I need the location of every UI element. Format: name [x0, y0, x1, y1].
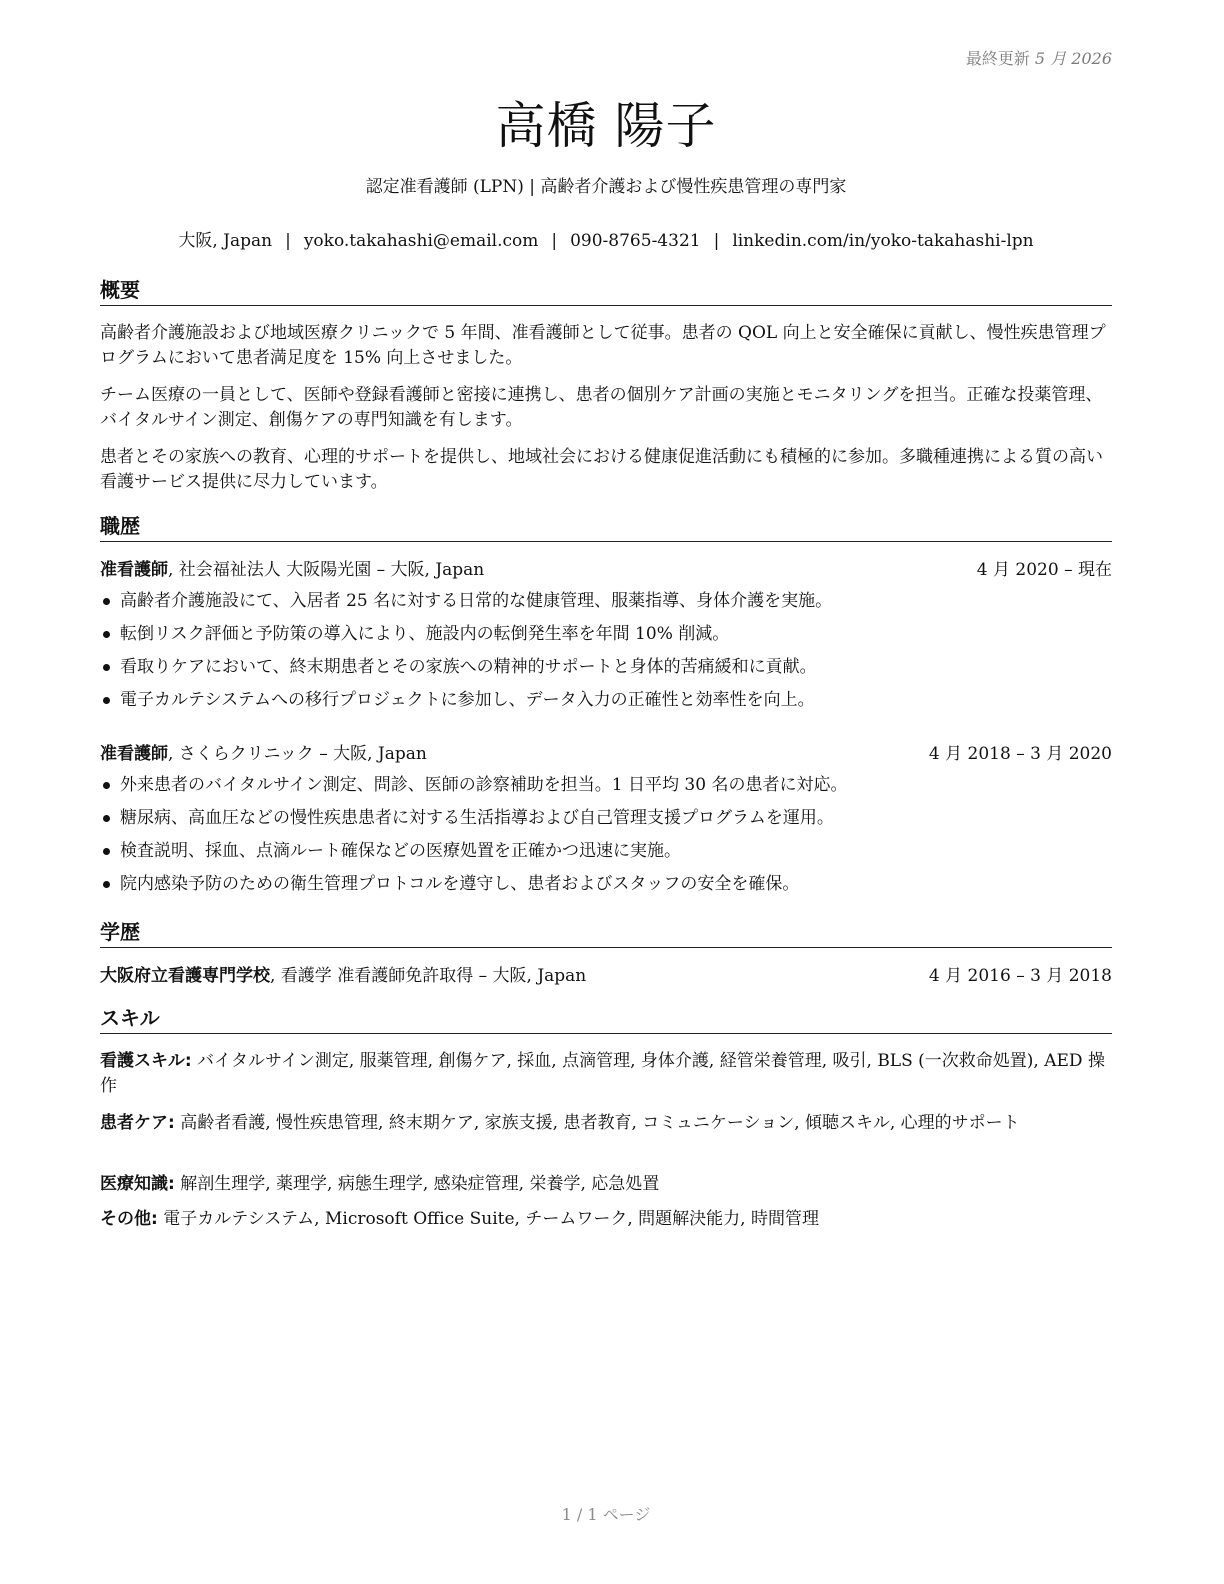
job-dates: 4 月 2018 – 3 月 2020 — [928, 744, 1112, 764]
list-item — [100, 688, 1112, 721]
last-updated-date: 5 月 2026 — [1034, 49, 1112, 68]
list-item-text: 転倒リスク評価と予防策の導入により、施設内の転倒発生率を年間 10% 削減。 — [120, 624, 730, 644]
page-indicator: 1 / 1 ページ — [561, 1505, 651, 1524]
job-header — [100, 558, 1112, 583]
education-entry — [100, 964, 1112, 989]
contact-location: 大阪, Japan — [178, 231, 273, 251]
skill-group-label: 看護スキル: — [100, 1051, 192, 1071]
list-item — [100, 839, 1112, 872]
job-role: 准看護師 — [100, 744, 168, 764]
skill-group-label: その他: — [100, 1209, 158, 1229]
resume-page — [100, 0, 1112, 1584]
list-item-text: 高齢者介護施設にて、入居者 25 名に対する日常的な健康管理、服薬指導、身体介護を実施。 — [120, 591, 833, 611]
list-item — [100, 655, 1112, 688]
list-item — [100, 622, 1112, 655]
job-role: 准看護師 — [100, 560, 168, 580]
education-detail: , 看護学 准看護師免許取得 – 大阪, Japan — [270, 966, 587, 986]
section-title-summary: 概要 — [100, 278, 1112, 306]
list-item — [100, 773, 1112, 806]
list-item — [100, 589, 1112, 622]
summary-paragraph: 高齢者介護施設および地域医療クリニックで 5 年間、准看護師として従事。患者の QOL 向上と安全確保に貢献し、慢性疾患管理プログラムにおいて患者満足度を 15% 向上させました。 — [100, 323, 1106, 368]
bullet-icon — [103, 848, 110, 855]
contact-linkedin[interactable]: linkedin.com/in/yoko-takahashi-lpn — [732, 231, 1034, 251]
contact-line — [100, 226, 1112, 251]
bullet-icon — [103, 631, 110, 638]
skill-group-items: 解剖生理学, 薬理学, 病態生理学, 感染症管理, 栄養学, 応急処置 — [180, 1174, 660, 1194]
contact-email[interactable]: yoko.takahashi@email.com — [303, 231, 539, 251]
skill-group-items: 高齢者看護, 慢性疾患管理, 終末期ケア, 家族支援, 患者教育, コミュニケーション, 傾聴スキル, 心理的サポート — [180, 1113, 1020, 1133]
skill-group-items: バイタルサイン測定, 服薬管理, 創傷ケア, 採血, 点滴管理, 身体介護, 経管栄養管理, 吸引, BLS (一次救命処置), AED 操作 — [100, 1051, 1105, 1096]
list-item-text: 電子カルテシステムへの移行プロジェクトに参加し、データ入力の正確性と効率性を向上。 — [120, 690, 815, 710]
summary-paragraph: 患者とその家族への教育、心理的サポートを提供し、地域社会における健康促進活動にも積極的に参加。多職種連携による質の高い看護サービス提供に尽力しています。 — [100, 447, 1103, 492]
candidate-name: 高橋 陽子 — [495, 97, 717, 155]
section-title-experience: 職歴 — [100, 514, 1112, 542]
bullet-icon — [103, 782, 110, 789]
job-bullet-list — [100, 589, 1112, 721]
skill-group-items: 電子カルテシステム, Microsoft Office Suite, チームワーク, 問題解決能力, 時間管理 — [163, 1209, 819, 1229]
candidate-headline: 認定准看護師 (LPN) | 高齢者介護および慢性疾患管理の専門家 — [365, 177, 847, 197]
skill-group-label: 患者ケア: — [100, 1113, 175, 1133]
section-title-education: 学歴 — [100, 920, 1112, 948]
list-item-text: 糖尿病、高血圧などの慢性疾患患者に対する生活指導および自己管理支援プログラムを運用。 — [120, 808, 834, 828]
list-item-text: 検査説明、採血、点滴ルート確保などの医療処置を正確かつ迅速に実施。 — [120, 841, 681, 861]
list-item-text: 院内感染予防のための衛生管理プロトコルを遵守し、患者およびスタッフの安全を確保。 — [120, 874, 800, 894]
contact-separator: | — [713, 231, 720, 251]
contact-separator: | — [551, 231, 558, 251]
job-dates: 4 月 2020 – 現在 — [976, 560, 1112, 580]
skill-group — [100, 1049, 1112, 1099]
bullet-icon — [103, 815, 110, 822]
skill-group — [100, 1207, 1112, 1232]
school-name: 大阪府立看護専門学校 — [100, 966, 270, 986]
last-updated-label: 最終更新 — [965, 49, 1030, 68]
list-item — [100, 806, 1112, 839]
list-item-text: 外来患者のバイタルサイン測定、問診、医師の診察補助を担当。1 日平均 30 名の患者に対応。 — [120, 775, 848, 795]
bullet-icon — [103, 881, 110, 888]
job-bullet-list — [100, 773, 1112, 905]
skill-group — [100, 1111, 1112, 1136]
bullet-icon — [103, 598, 110, 605]
skill-group-label: 医療知識: — [100, 1174, 175, 1194]
summary-paragraph: チーム医療の一員として、医師や登録看護師と密接に連携し、患者の個別ケア計画の実施とモニタリングを担当。正確な投薬管理、バイタルサイン測定、創傷ケアの専門知識を有します。 — [100, 385, 1103, 430]
last-updated — [966, 46, 1112, 69]
bullet-icon — [103, 664, 110, 671]
job-header — [100, 742, 1112, 767]
job-organization: , 社会福祉法人 大阪陽光園 – 大阪, Japan — [168, 560, 485, 580]
job-organization: , さくらクリニック – 大阪, Japan — [168, 744, 427, 764]
bullet-icon — [103, 697, 110, 704]
list-item-text: 看取りケアにおいて、終末期患者とその家族への精神的サポートと身体的苦痛緩和に貢献。 — [120, 657, 817, 677]
education-dates: 4 月 2016 – 3 月 2018 — [928, 966, 1112, 986]
contact-separator: | — [285, 231, 291, 251]
list-item — [100, 872, 1112, 905]
contact-phone[interactable]: 090-8765-4321 — [570, 231, 701, 251]
skill-group — [100, 1172, 1112, 1197]
section-title-skills: スキル — [100, 1006, 1112, 1034]
